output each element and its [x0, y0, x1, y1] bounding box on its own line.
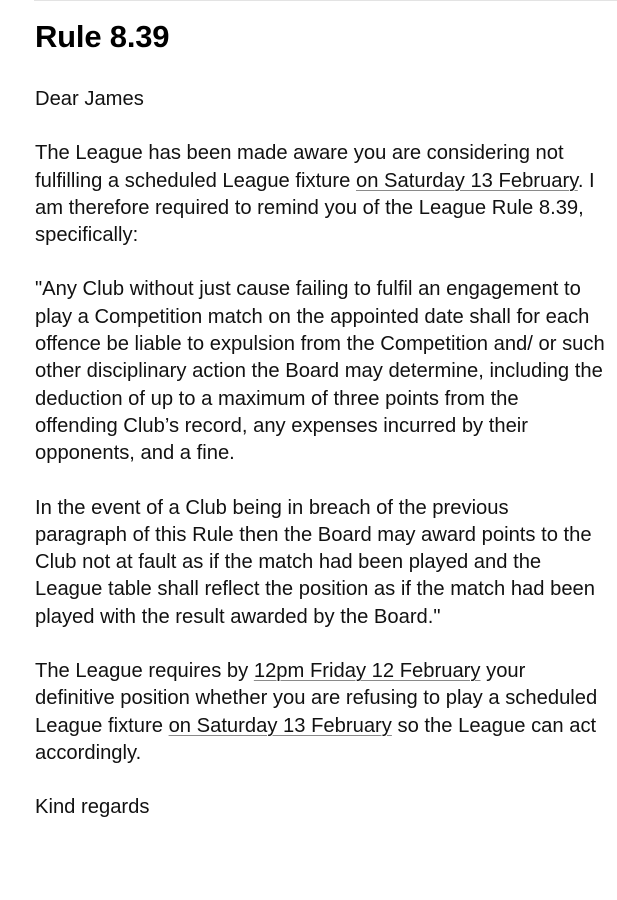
top-divider	[34, 0, 617, 1]
rule-quote-paragraph-2: In the event of a Club being in breach of the previous paragraph of this Rule then the Board may award points to the Club not at fault as if the match had been played and the League table shall reflect the position as if the match had been played with the result awarded by the Board."	[35, 496, 596, 628]
fixture-date-link-2[interactable]: on Saturday 13 February	[168, 714, 392, 737]
deadline-text-end: so the League can act accordingly.	[35, 714, 597, 764]
greeting: Dear James	[35, 88, 144, 110]
intro-paragraph	[35, 140, 605, 249]
fixture-date-link[interactable]: on Saturday 13 February	[355, 169, 578, 192]
intro-text-start: The League has been made aware you are considering not fulfilling a scheduled League fixture	[35, 142, 564, 192]
deadline-paragraph	[35, 658, 605, 767]
email-body	[35, 18, 605, 849]
rule-quote-paragraph-1: "Any Club without just cause failing to fulfil an engagement to play a Competition match on the appointed date shall for each offence be liable to expulsion from the Competition and/ or such other disciplinary action the Board may determine, including the deduction of up to a maximum of three points from the offending Club’s record, any expenses incurred by their opponents, and a fine.	[35, 278, 605, 465]
email-title: Rule 8.39	[35, 19, 170, 54]
signoff: Kind regards	[35, 796, 150, 819]
deadline-date-link[interactable]: 12pm Friday 12 February	[253, 660, 481, 683]
deadline-text-middle: your definitive position whether you are refusing to play a scheduled League fixture	[35, 660, 598, 737]
intro-text-end: . I am therefore required to remind you of the League Rule 8.39, specifically:	[35, 169, 595, 247]
deadline-text-start: The League requires by	[35, 660, 254, 683]
